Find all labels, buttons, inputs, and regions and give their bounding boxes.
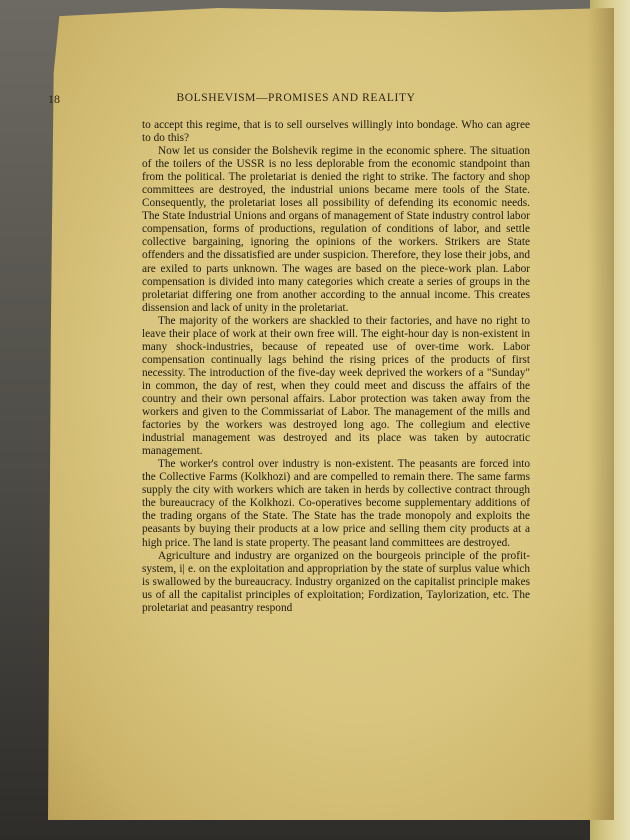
page-number: 18	[48, 92, 60, 106]
paragraph: Now let us consider the Bolshevik regime in the economic sphere. The situation of the toilers of the USSR is no less deplorable from the economic standpoint than from the political. The proletariat is denied the right to strike. The factory and shop committees are destroyed, the industrial unions became mere tools of the State. Consequently, the proletariat loses all possibility of defending its economic needs. The State Industrial Unions and organs of management of State industry control labor compensation, forms of productions, regulation of conditions of labor, and settle collective bargaining, ignoring the opinions of the workers. Strikers are State offenders and the dissatisfied are under suspicion. Therefore, they lose their jobs, and are exiled to parts unknown. The wages are based on the piece-work plan. Labor compensation is divided into many categories which create a series of groups in the proletariat differing one from another according to the annual income. This creates dissension and lack of unity in the proletariat.	[142, 145, 530, 314]
body-text	[142, 119, 530, 615]
paragraph: The majority of the workers are shackled to their factories, and have no right to leave their place of work at their own free will. The eight-hour day is non-existent in many shock-industries, because of repeated use of over-time work. Labor compensation continually lags behind the rising prices of the products of first necessity. The introduction of the five-day week deprived the workers of a "Sunday" in common, the day of rest, when they could meet and discuss the affairs of the country and their own personal affairs. Labor protection was taken away from the workers and given to the Commissariat of Labor. The management of the mills and factories by the workers was destroyed long ago. The collegium and elective industrial management was destroyed and its place was taken by autocratic management.	[142, 314, 530, 458]
paragraph: Agriculture and industry are organized on the bourgeois principle of the profit-system, i| e. on the exploitation and appropriation by the state of surplus value which is swallowed by the bureaucracy. Industry organized on the capitalist principle makes us of all the capitalist principles of exploitation; Fordization, Taylorization, etc. The proletariat and peasantry respond	[142, 549, 530, 614]
spine-shadow	[588, 8, 614, 820]
paragraph: to accept this regime, that is to sell ourselves willingly into bondage. Who can agree to do this?	[142, 119, 530, 145]
paragraph: The worker's control over industry is non-existent. The peasants are forced into the Collective Farms (Kolkhozi) and are compelled to remain there. The same farms supply the city with workers which are taken in herds by collective contract through the bureaucracy of the Kolkhozi. Co-operatives become supplementary additions of the trading organs of the State. The State has the trade monopoly and exploits the peasants by buying their products at a low price and selling them city products at a high price. The land is state property. The peasant land committees are destroyed.	[142, 458, 530, 549]
running-head	[96, 90, 496, 108]
running-head-title: BOLSHEVISM—PROMISES AND REALITY	[176, 92, 416, 104]
